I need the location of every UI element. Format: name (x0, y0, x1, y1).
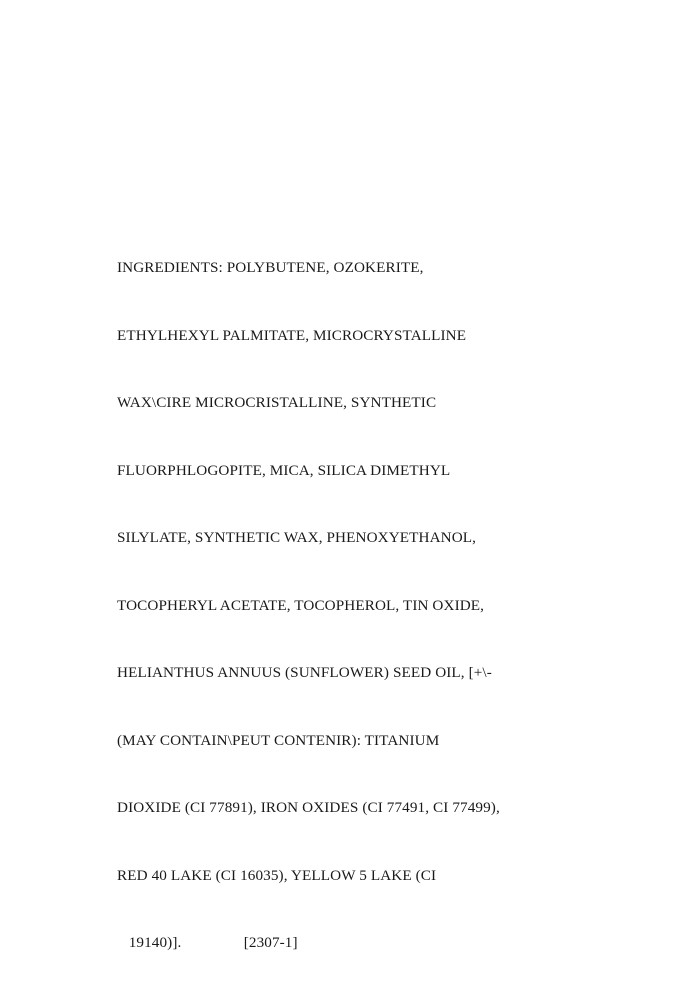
ingredients-line-batch-code: 19140)]. [2307-1] (117, 934, 298, 951)
ingredients-line: TOCOPHERYL ACETATE, TOCOPHEROL, TIN OXIDE, (117, 596, 485, 614)
ingredients-line: ETHYLHEXYL PALMITATE, MICROCRYSTALLINE (117, 326, 467, 344)
ingredients-line: INGREDIENTS: POLYBUTENE, OZOKERITE, (117, 259, 424, 276)
ingredients-line: RED 40 LAKE (CI 16035), YELLOW 5 LAKE (CI (117, 866, 437, 884)
ingredients-line: FLUORPHLOGOPITE, MICA, SILICA DIMETHYL (117, 461, 451, 479)
ingredients-line: (MAY CONTAIN\PEUT CONTENIR): TITANIUM (117, 731, 440, 749)
ingredients-line: WAX\CIRE MICROCRISTALLINE, SYNTHETIC (117, 394, 437, 411)
ingredients-line: SILYLATE, SYNTHETIC WAX, PHENOXYETHANOL, (117, 529, 477, 546)
ingredients-line: HELIANTHUS ANNUUS (SUNFLOWER) SEED OIL, [+\- (117, 664, 492, 681)
ingredients-text-block (117, 212, 587, 1000)
ingredients-line: DIOXIDE (CI 77891), IRON OXIDES (CI 77491, CI 77499), (117, 799, 500, 816)
